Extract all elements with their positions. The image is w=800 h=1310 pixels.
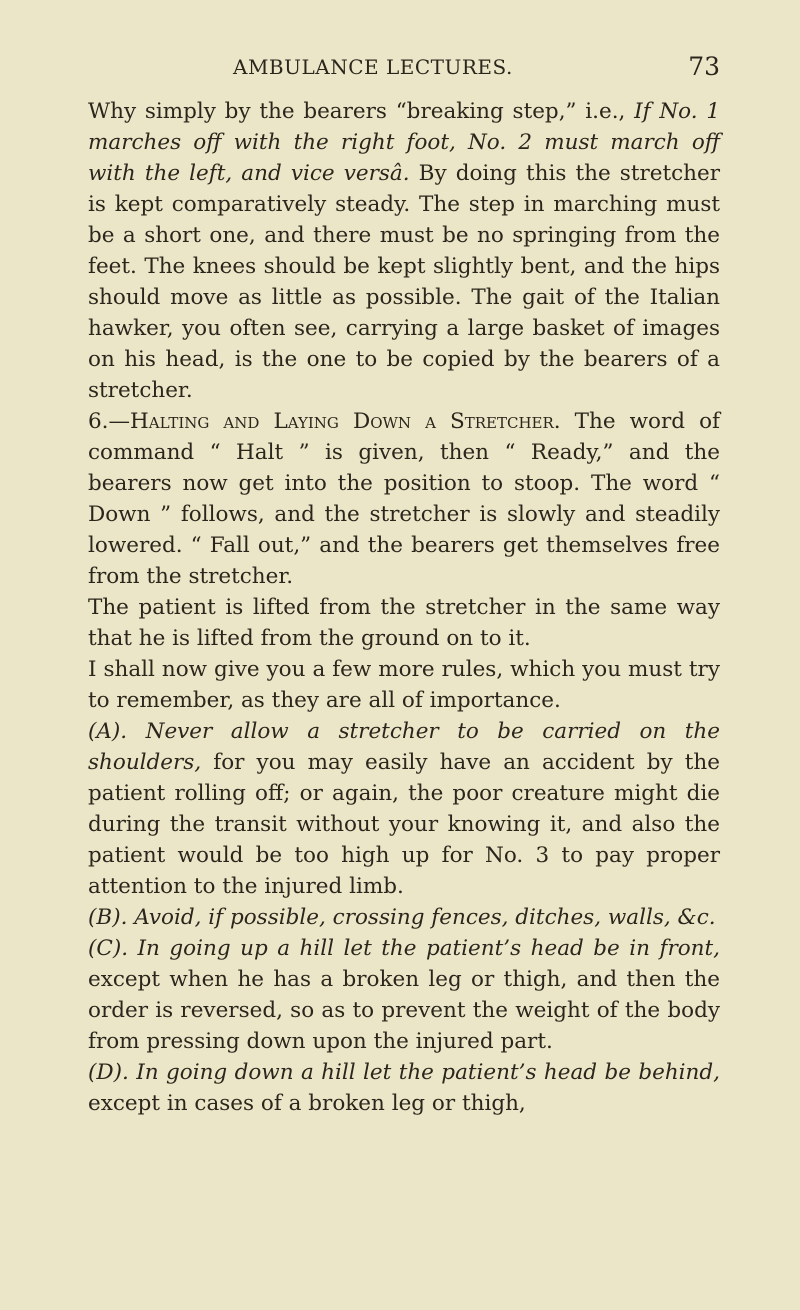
text-span-italic: If No. 1 marches off with the right foot, No. 2 must march off with the left, and vice versâ. bbox=[88, 99, 720, 186]
rule-d bbox=[88, 1057, 720, 1119]
text-span-italic: Never allow a stretcher to be carried on the shoulders, bbox=[88, 719, 720, 775]
paragraph-2 bbox=[88, 406, 720, 592]
section-title: Halting and Laying Down a Stretcher. bbox=[130, 409, 561, 434]
text-span-italic: (B). Avoid, if possible, crossing fences, ditches, walls, &c. bbox=[88, 905, 716, 930]
section-number: 6.— bbox=[88, 409, 131, 434]
text-span: for you may easily have an accident by the patient rolling off; or again, the poor creature might die during the transit without your knowing it, and also the patient would be too high up for No. 3 to pay proper attention to the injured limb. bbox=[88, 750, 720, 899]
text-span-italic: (C). In going up a hill let the patient’s head be in front, bbox=[88, 936, 720, 961]
rule-c bbox=[88, 933, 720, 1057]
running-head: AMBULANCE LECTURES. bbox=[233, 55, 513, 79]
paragraph-1 bbox=[88, 96, 720, 406]
body-text bbox=[88, 96, 720, 1119]
text-span: The word of command “ Halt ” is given, then “ Ready,” and the bearers now get into the position to stoop. The word “ Down ” follows, and the stretcher is slowly and steadily lowered. “ Fall out,” and the bearers get themselves free from the stretcher. bbox=[88, 409, 721, 589]
paragraph-3 bbox=[88, 592, 720, 654]
paragraph-4 bbox=[88, 654, 720, 716]
text-span-italic: (D). In going down a hill let the patient’s head be behind, bbox=[88, 1060, 720, 1085]
text-span: The patient is lifted from the stretcher in the same way that he is lifted from the ground on to it. bbox=[88, 595, 720, 651]
rule-label: (A). bbox=[88, 719, 146, 744]
rule-b bbox=[88, 902, 720, 933]
page-header bbox=[88, 52, 720, 88]
text-span: except when he has a broken leg or thigh, and then the order is reversed, so as to prevent the weight of the body from pressing down upon the injured part. bbox=[88, 967, 720, 1054]
text-span: By doing this the stretcher is kept comparatively steady. The step in marching must be a short one, and there must be no springing from the feet. The knees should be kept slightly bent, and the hips should move as little as possible. The gait of the Italian hawker, you often see, carrying a large basket of images on his head, is the one to be copied by the bearers of a stretcher. bbox=[88, 161, 721, 403]
text-span: except in cases of a broken leg or thigh, bbox=[88, 1091, 526, 1116]
rule-a bbox=[88, 716, 720, 902]
text-span: I shall now give you a few more rules, which you must try to remember, as they are all of importance. bbox=[88, 657, 720, 713]
text-span: Why simply by the bearers “breaking step,” i.e., bbox=[88, 99, 635, 124]
page-number: 73 bbox=[688, 52, 720, 81]
